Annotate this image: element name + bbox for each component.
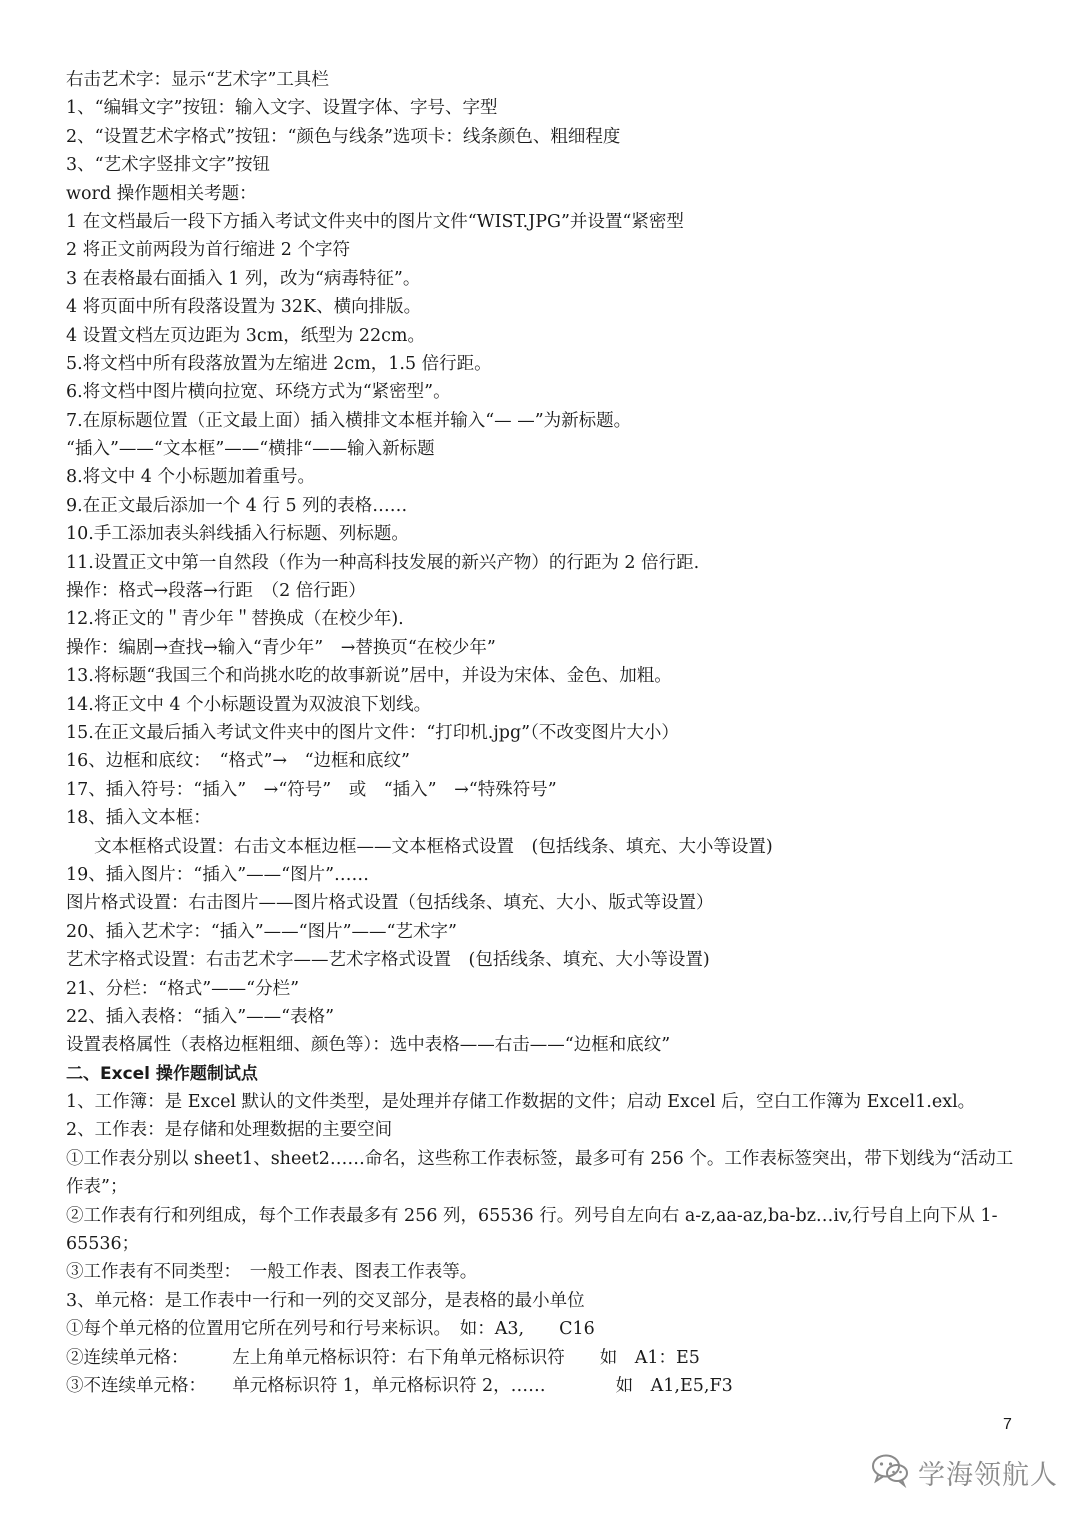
text-line: ③工作表有不同类型： 一般工作表、图表工作表等。: [66, 1262, 478, 1283]
text-line: 1、工作簿：是 Excel 默认的文件类型，是处理并存储工作数据的文件；启动 Excel 后，空白工作簿为 Excel1.exl。: [66, 1092, 976, 1113]
text-line: 15.在正文最后插入考试文件夹中的图片文件：“打印机.jpg”（不改变图片大小）: [66, 722, 679, 743]
text-line: 3、单元格：是工作表中一行和一列的交叉部分，是表格的最小单位: [66, 1290, 585, 1311]
text-paragraph: ②工作表有行和列组成，每个工作表最多有 256 列，65536 行。列号自左向右 a-z,aa-az,ba-bz…iv,行号自上向下从 1-65536；: [66, 1205, 998, 1255]
watermark-text: 学海领航人: [918, 1459, 1058, 1491]
text-line: 22、插入表格：“插入”——“表格”: [66, 1006, 335, 1027]
watermark: [870, 1452, 1058, 1492]
text-line: 3 在表格最右面插入 1 列，改为“病毒特征”。: [66, 268, 421, 289]
text-line: 图片格式设置：右击图片——图片格式设置（包括线条、填充、大小、版式等设置）: [66, 893, 714, 914]
text-line: ③不连续单元格： 单元格标识符 1，单元格标识符 2，…… 如 A1,E5,F3: [66, 1376, 733, 1397]
wechat-icon: [870, 1452, 910, 1492]
text-line: 设置表格属性（表格边框粗细、颜色等）：选中表格——右击——“边框和底纹”: [66, 1035, 671, 1056]
text-line: 2 将正文前两段为首行缩进 2 个字符: [66, 240, 350, 261]
text-line: 8.将文中 4 个小标题加着重号。: [66, 467, 315, 488]
text-line: 操作：格式→段落→行距 （2 倍行距）: [66, 581, 366, 602]
text-line: word 操作题相关考题：: [66, 183, 257, 204]
text-line: 操作：编剧→查找→输入“青少年” →替换页“在校少年”: [66, 637, 496, 658]
text-line: 1、“编辑文字”按钮：输入文字、设置字体、字号、字型: [66, 98, 498, 119]
text-line: 1 在文档最后一段下方插入考试文件夹中的图片文件“WIST.JPG”并设置“紧密型: [66, 211, 684, 232]
text-line: 文本框格式设置：右击文本框边框——文本框格式设置 (包括线条、填充、大小等设置): [94, 836, 773, 857]
text-line: 14.将正文中 4 个小标题设置为双波浪下划线。: [66, 694, 432, 715]
text-line: 9.在正文最后添加一个 4 行 5 列的表格……: [66, 495, 408, 516]
text-line: 6.将文档中图片横向拉宽、环绕方式为“紧密型”。: [66, 382, 451, 403]
text-line: “插入”——“文本框”——“横排“——输入新标题: [66, 439, 435, 460]
text-line: 3、“艺术字竖排文字”按钮: [66, 155, 271, 176]
text-line: 12.将正文的＂青少年＂替换成（在校少年).: [66, 609, 404, 630]
text-line: 10.手工添加表头斜线插入行标题、列标题。: [66, 524, 409, 545]
text-line: 17、插入符号：“插入” →“符号” 或 “插入” →“特殊符号”: [66, 779, 557, 800]
document-page: [66, 66, 1026, 1400]
text-line: 19、插入图片：“插入”——“图片”……: [66, 864, 370, 885]
text-line: 艺术字格式设置：右击艺术字——艺术字格式设置 (包括线条、填充、大小等设置): [66, 950, 710, 971]
text-line: ②连续单元格： 左上角单元格标识符：右下角单元格标识符 如 A1：E5: [66, 1347, 700, 1368]
text-line: 18、插入文本框：: [66, 808, 211, 829]
text-line: 4 设置文档左页边距为 3cm，纸型为 22cm。: [66, 325, 426, 346]
text-paragraph: ①工作表分别以 sheet1、sheet2……命名，这些称工作表标签，最多可有 256 个。工作表标签突出，带下划线为“活动工作表”；: [66, 1148, 1014, 1198]
text-line: 11.设置正文中第一自然段（作为一种高科技发展的新兴产物）的行距为 2 倍行距.: [66, 552, 700, 573]
text-line: 4 将页面中所有段落设置为 32K、横向排版。: [66, 297, 422, 318]
text-line: ①每个单元格的位置用它所在列号和行号来标识。 如：A3, C16: [66, 1319, 595, 1340]
text-line: 20、插入艺术字：“插入”——“图片”——“艺术字”: [66, 921, 457, 942]
text-line: 2、“设置艺术字格式”按钮：“颜色与线条”选项卡：线条颜色、粗细程度: [66, 126, 621, 147]
text-line: 5.将文档中所有段落放置为左缩进 2cm，1.5 倍行距。: [66, 353, 492, 374]
text-line: 21、分栏：“格式”——“分栏”: [66, 978, 300, 999]
page-number: 7: [1003, 1416, 1012, 1433]
text-line: 7.在原标题位置（正文最上面）插入横排文本框并输入“— —”为新标题。: [66, 410, 632, 431]
text-line: 13.将标题“我国三个和尚挑水吃的故事新说”居中，并设为宋体、金色、加粗。: [66, 666, 672, 687]
text-line: 16、边框和底纹： “格式”→ “边框和底纹”: [66, 751, 410, 772]
section-heading: 二、Excel 操作题制试点: [66, 1063, 258, 1084]
text-line: 2、工作表：是存储和处理数据的主要空间: [66, 1120, 393, 1141]
text-line: 右击艺术字：显示“艺术字”工具栏: [66, 70, 329, 90]
